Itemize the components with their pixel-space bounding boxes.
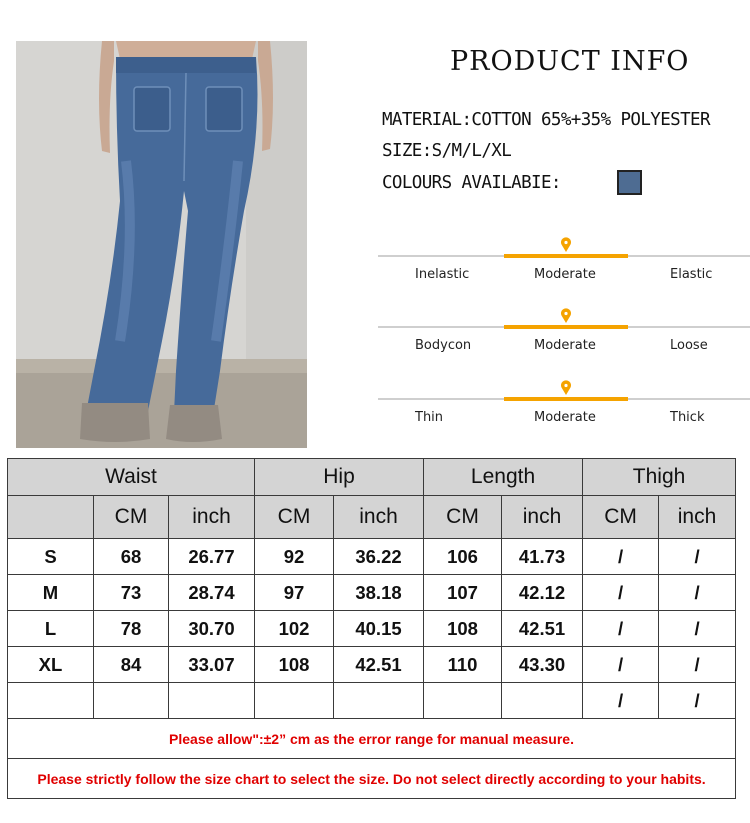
table-cell: 36.22 <box>334 539 424 575</box>
table-cell: 42.51 <box>502 611 583 647</box>
table-cell: 42.51 <box>334 647 424 683</box>
scale-label-right: Loose <box>670 338 708 353</box>
group-header-waist: Waist <box>8 459 255 496</box>
table-cell: 30.70 <box>169 611 255 647</box>
elasticity-scale <box>378 237 750 282</box>
table-unit-header <box>8 496 736 539</box>
scale-label-left: Inelastic <box>415 267 470 282</box>
group-header-thigh: Thigh <box>583 459 736 496</box>
table-cell: 41.73 <box>502 539 583 575</box>
table-cell: 84 <box>94 647 169 683</box>
table-cell: 92 <box>255 539 334 575</box>
table-cell: 107 <box>424 575 502 611</box>
table-cell <box>255 683 334 719</box>
unit-header: inch <box>334 496 424 539</box>
jeans-model-illustration <box>16 41 307 448</box>
table-cell: 28.74 <box>169 575 255 611</box>
table-cell <box>424 683 502 719</box>
unit-header: inch <box>659 496 736 539</box>
unit-header: CM <box>583 496 659 539</box>
table-cell: 33.07 <box>169 647 255 683</box>
scale-active-segment <box>504 397 628 401</box>
table-note-row <box>8 759 736 799</box>
table-row <box>8 647 736 683</box>
table-cell: 42.12 <box>502 575 583 611</box>
table-cell: 97 <box>255 575 334 611</box>
thickness-scale <box>378 380 750 425</box>
table-cell: 43.30 <box>502 647 583 683</box>
unit-header: CM <box>424 496 502 539</box>
location-pin-icon <box>560 237 572 252</box>
size-label: L <box>8 611 94 647</box>
scale-label-right: Elastic <box>670 267 713 282</box>
unit-header: inch <box>169 496 255 539</box>
scale-active-segment <box>504 254 628 258</box>
table-cell: 108 <box>424 611 502 647</box>
corner-cell <box>8 496 94 539</box>
table-cell: 38.18 <box>334 575 424 611</box>
location-pin-icon <box>560 308 572 323</box>
scale-label-middle: Moderate <box>534 410 596 425</box>
table-cell <box>94 683 169 719</box>
table-cell: / <box>583 647 659 683</box>
scale-active-segment <box>504 325 628 329</box>
color-swatch[interactable] <box>617 170 642 195</box>
unit-header: CM <box>255 496 334 539</box>
fit-scale <box>378 308 750 353</box>
error-range-note: Please allow":±2” cm as the error range for manual measure. <box>8 719 736 759</box>
table-row <box>8 539 736 575</box>
table-cell: 108 <box>255 647 334 683</box>
product-info-title: PRODUCT INFO <box>450 46 690 77</box>
table-cell <box>334 683 424 719</box>
colours-text: COLOURS AVAILABIE: <box>382 173 561 193</box>
table-cell <box>169 683 255 719</box>
table-note-row <box>8 719 736 759</box>
scale-label-right: Thick <box>670 410 705 425</box>
table-cell: / <box>659 683 736 719</box>
group-header-length: Length <box>424 459 583 496</box>
size-advice-note: Please strictly follow the size chart to select the size. Do not select directly according to your habits. <box>8 759 736 799</box>
size-text: SIZE:S/M/L/XL <box>382 141 512 161</box>
size-label: XL <box>8 647 94 683</box>
table-cell: / <box>659 539 736 575</box>
size-chart-table <box>7 458 736 799</box>
scale-label-middle: Moderate <box>534 338 596 353</box>
table-group-header <box>8 459 736 496</box>
material-text: MATERIAL:COTTON 65%+35% POLYESTER <box>382 110 710 130</box>
table-cell: 110 <box>424 647 502 683</box>
scale-label-left: Bodycon <box>415 338 472 353</box>
table-cell: / <box>659 575 736 611</box>
table-cell: 40.15 <box>334 611 424 647</box>
table-cell: 68 <box>94 539 169 575</box>
table-cell: 26.77 <box>169 539 255 575</box>
table-cell: / <box>659 647 736 683</box>
table-row <box>8 683 736 719</box>
table-row <box>8 575 736 611</box>
table-cell: 73 <box>94 575 169 611</box>
table-cell <box>502 683 583 719</box>
group-header-hip: Hip <box>255 459 424 496</box>
unit-header: CM <box>94 496 169 539</box>
product-photo <box>16 41 307 448</box>
table-cell: 106 <box>424 539 502 575</box>
table-cell: / <box>583 575 659 611</box>
table-cell: 78 <box>94 611 169 647</box>
scale-label-left: Thin <box>415 410 444 425</box>
table-cell: / <box>583 683 659 719</box>
table-row <box>8 611 736 647</box>
location-pin-icon <box>560 380 572 395</box>
size-label <box>8 683 94 719</box>
unit-header: inch <box>502 496 583 539</box>
table-cell: 102 <box>255 611 334 647</box>
table-cell: / <box>583 539 659 575</box>
table-cell: / <box>583 611 659 647</box>
table-cell: / <box>659 611 736 647</box>
size-label: M <box>8 575 94 611</box>
size-label: S <box>8 539 94 575</box>
scale-label-middle: Moderate <box>534 267 596 282</box>
